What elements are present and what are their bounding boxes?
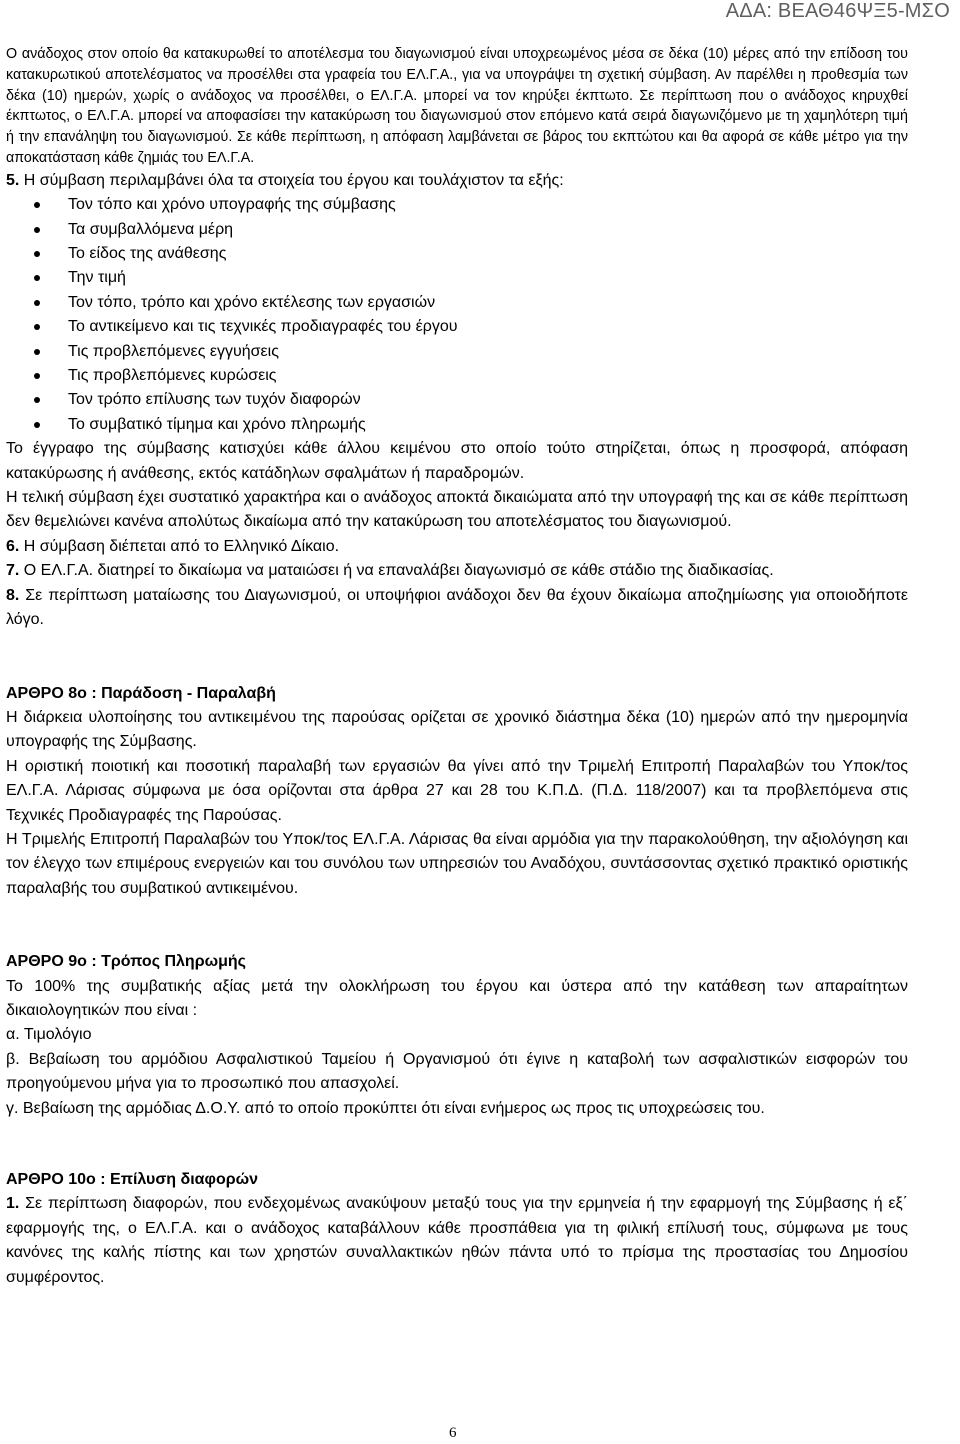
list-item: Την τιμή (68, 266, 908, 290)
article-10-point-1 (6, 1192, 908, 1290)
page-number: 6 (449, 1425, 457, 1441)
point-5-text: Η σύμβαση περιλαμβάνει όλα τα στοιχεία του έργου και τουλάχιστον τα εξής: (19, 171, 564, 189)
article-9-paragraph: β. Βεβαίωση του αρμόδιου Ασφαλιστικού Ταμείου ή Οργανισμού ότι έγινε η καταβολή των ασφαλιστικών εισφορών του προηγούμενου μήνα για το προσωπικό που απασχολεί. (6, 1050, 908, 1093)
spacer (6, 901, 908, 950)
article-8-heading: ΑΡΘΡΟ 8ο : Παράδοση - Παραλαβή (6, 684, 276, 702)
contract-elements-list (6, 193, 908, 437)
list-item: Τον τόπο, τρόπο και χρόνο εκτέλεσης των εργασιών (68, 291, 908, 315)
contract-precedence-paragraph: Το έγγραφο της σύμβασης κατισχύει κάθε άλλου κειμένου στο οποίο τούτο στηρίζεται, όπως η προσφορά, απόφαση κατακύρωσης ή ανάθεσης, εκτός κατάδηλων σφαλμάτων ή παραδρομών. (6, 440, 908, 482)
document-body (6, 44, 908, 1290)
point-6-text: Η σύμβαση διέπεται από το Ελληνικό Δίκαιο. (19, 537, 340, 555)
contract-nature-paragraph: Η τελική σύμβαση έχει συστατικό χαρακτήρα και ο ανάδοχος αποκτά δικαιώματα από την υπογραφή της και σε κάθε περίπτωση δεν θεμελιώνει κανένα απολύτως δικαίωμα από την κατακύρωση του αποτελέσματος του διαγωνισμού. (6, 489, 908, 531)
article-10-point-1-number: 1. (6, 1195, 20, 1213)
point-8-number: 8. (6, 586, 20, 604)
ada-code: ΑΔΑ: ΒΕΑΘ46ΨΞ5-ΜΣΟ (725, 0, 950, 22)
point-7 (6, 559, 908, 583)
article-9-heading: ΑΡΘΡΟ 9ο : Τρόπος Πληρωμής (6, 953, 246, 971)
point-8 (6, 584, 908, 633)
article-10-point-1-text: Σε περίπτωση διαφορών, που ενδεχομένως ανακύψουν μεταξύ τους για την ερμηνεία ή την εφαρμογή της Σύμβασης ή εξ΄ εφαρμογής της, ο ΕΛ.Γ.Α. και ο ανάδοχος καταβάλλουν κάθε προσπάθεια για τη φιλική επίλυσή τους, σύμφωνα με τους κανόνες της καλής πίστης και των χρηστών συναλλακτικών ηθών πάντα υπό το πρίσμα της προστασίας του Δημοσίου συμφέροντος. (6, 1195, 908, 1286)
list-item: Το αντικείμενο και τις τεχνικές προδιαγραφές του έργου (68, 315, 908, 339)
list-item: Τον τρόπο επίλυσης των τυχόν διαφορών (68, 388, 908, 412)
article-9-paragraph: γ. Βεβαίωση της αρμόδιας Δ.Ο.Υ. από το οποίο προκύπτει ότι είναι ενήμερος ως προς τις υποχρεώσεις του. (6, 1099, 765, 1117)
article-8-paragraph: Η Τριμελής Επιτροπή Παραλαβών του Υποκ/τος ΕΛ.Γ.Α. Λάρισας θα είναι αρμόδια για την παρακολούθηση, την αξιολόγηση και τον έλεγχο των επιμέρους ενεργειών και του συνόλου των υπηρεσιών του Αναδόχου, συντάσσοντας σχετικό πρακτικό οριστικής παραλαβής του συμβατικού αντικειμένου. (6, 830, 908, 897)
article-9-paragraph: Το 100% της συμβατικής αξίας μετά την ολοκλήρωση του έργου και ύστερα από την κατάθεση των απαραίτητων δικαιολογητικών που είναι : (6, 977, 908, 1019)
list-item: Το είδος της ανάθεσης (68, 242, 908, 266)
list-item: Τις προβλεπόμενες εγγυήσεις (68, 340, 908, 364)
article-8-paragraph: Η διάρκεια υλοποίησης του αντικειμένου της παρούσας ορίζεται σε χρονικό διάστημα δέκα (10) ημερών από την ημερομηνία υπογραφής της Σύμβασης. (6, 708, 908, 751)
list-item: Τον τόπο και χρόνο υπογραφής της σύμβασης (68, 193, 908, 217)
point-5 (6, 169, 908, 193)
point-5-number: 5. (6, 171, 20, 189)
article-10-heading: ΑΡΘΡΟ 10ο : Επίλυση διαφορών (6, 1171, 259, 1188)
list-item: Τις προβλεπόμενες κυρώσεις (68, 364, 908, 388)
point-6-number: 6. (6, 537, 20, 555)
spacer (6, 633, 908, 682)
spacer (6, 1121, 908, 1168)
point-7-text: Ο ΕΛ.Γ.Α. διατηρεί το δικαίωμα να ματαιώσει ή να επαναλάβει διαγωνισμό σε κάθε στάδιο της διαδικασίας. (19, 562, 774, 580)
contract-signing-paragraph: Ο ανάδοχος στον οποίο θα κατακυρωθεί το αποτέλεσμα του διαγωνισμού είναι υποχρεωμένος μέσα σε δέκα (10) μέρες από την επίδοση του κατακυρωτικού αποτελέσματος να προσέλθει στα γραφεία του ΕΛ.Γ.Α., για να υπογράψει τη σχετική σύμβαση. Αν παρέλθει η προθεσμία των δέκα (10) ημερών, χωρίς ο ανάδοχος να προσέλθει, ο ΕΛ.Γ.Α. μπορεί να τον κηρύξει έκπτωτο. Σε περίπτωση που ο ανάδοχος κηρυχθεί έκπτωτος, ο ΕΛ.Γ.Α. μπορεί να αποφασίσει την κατακύρωση του διαγωνισμού στον επόμενο κατά σειρά διαγωνιζόμενο με τη χαμηλότερη τιμή ή την επανάληψη του διαγωνισμού. Σε κάθε περίπτωση, η απόφαση λαμβάνεται σε βάρος του εκπτώτου και θα αφορά σε κάθε μέτρο για την αποκατάσταση κάθε ζημιάς του ΕΛ.Γ.Α. (6, 46, 908, 166)
point-8-text: Σε περίπτωση ματαίωσης του Διαγωνισμού, οι υποψήφιοι ανάδοχοι δεν θα έχουν δικαίωμα αποζημίωσης για οποιοδήποτε λόγο. (6, 586, 908, 629)
point-6 (6, 535, 908, 559)
article-9-paragraph: α. Τιμολόγιο (6, 1026, 92, 1044)
article-8-paragraph: Η οριστική ποιοτική και ποσοτική παραλαβή των εργασιών θα γίνει από την Τριμελή Επιτροπή Παραλαβών του Υποκ/τος ΕΛ.Γ.Α. Λάρισας σύμφωνα με όσα ορίζονται στα άρθρα 27 και 28 του Κ.Π.Δ. (Π.Δ. 118/2007) και τα προβλεπόμενα στις Τεχνικές Προδιαγραφές της Παρούσας. (6, 757, 908, 824)
point-7-number: 7. (6, 562, 20, 580)
list-item: Το συμβατικό τίμημα και χρόνο πληρωμής (68, 413, 908, 437)
list-item: Τα συμβαλλόμενα μέρη (68, 218, 908, 242)
